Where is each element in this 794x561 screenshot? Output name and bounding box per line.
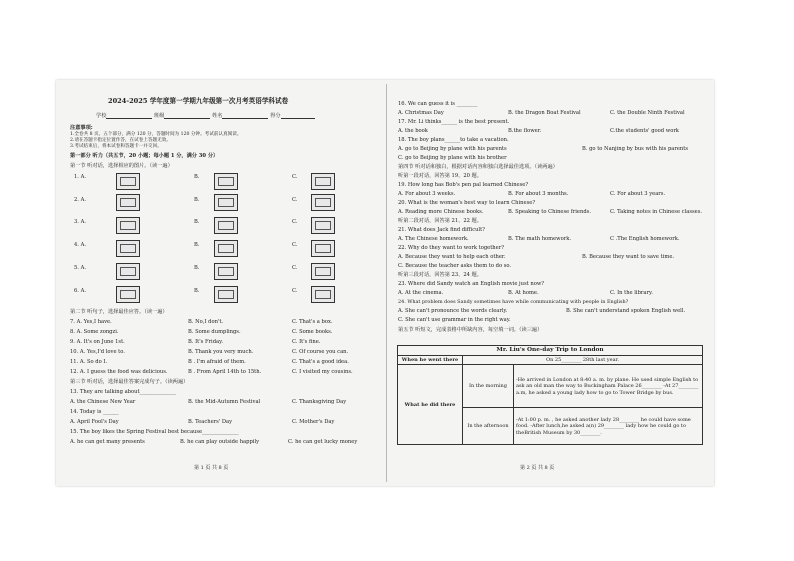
cake-image xyxy=(311,240,335,257)
afternoon-text[interactable]: -At 1:00 p. m. , he asked another lady 28________ he could have some food. -After lunch,he asked a(n) 29________ lady how he could go to theBritish Museum by 30________. xyxy=(514,408,703,445)
q19-option-b: B. For about 3 months. xyxy=(508,191,569,197)
q12-option-a: 12. A. I guess the food was delicious. xyxy=(70,369,168,375)
q22-option-b: B. Because they want to save time. xyxy=(582,254,675,260)
q16-option-b: B. the Dragon Boat Festival xyxy=(508,110,581,116)
q15-stem: 15. The boy likes the Spring Festival best because______________ xyxy=(70,429,239,435)
q17-option-b: B.the flower. xyxy=(508,128,542,134)
q17-option-a: A. the book xyxy=(398,128,428,134)
morning-text[interactable]: -He arrived in London at 8:40 a. m. by plane. He used simple English to ask an old man the way to Buckingham Palace 26________ -At 27________ a.m, he asked a young lady how to go to Tower Bridge by bus. xyxy=(514,365,703,408)
q15-option-a: A. he can get many presents xyxy=(70,439,145,445)
q21-stem: 21. What does Jack find difficult? xyxy=(398,227,485,233)
q18-option-c: C. go to Beijing by plane with his brother xyxy=(398,155,507,161)
school-label: 学校 xyxy=(96,113,107,119)
q24-option-b: B. She can't understand spoken English well. xyxy=(566,308,686,314)
score-label: 得分 xyxy=(270,113,281,119)
when-label: When he went there xyxy=(398,356,463,365)
afternoon-label: In the afternoon xyxy=(463,408,514,445)
q7-option-c: C. That's a box. xyxy=(292,319,333,325)
class-field[interactable] xyxy=(164,114,210,119)
q19-stem: 19. How long has Bob's pen pal learned Chinese? xyxy=(398,182,529,188)
q19-option-a: A. For about 3 weeks. xyxy=(398,191,456,197)
name-label: 姓名 xyxy=(212,113,223,119)
bus-image xyxy=(116,286,140,303)
morning-label: In the morning xyxy=(463,365,514,408)
score-field[interactable] xyxy=(281,114,315,119)
student-info-row xyxy=(96,114,315,119)
pic-q4-b: B. xyxy=(194,242,200,248)
q8-option-a: 8. A. Some zongzi. xyxy=(70,329,119,335)
notice-1: 1.全卷共 8 页。五个部分，满分 120 分，答题时间为 120 分钟。考试前认真阅读。 xyxy=(70,132,242,137)
pic-q4-c: C. xyxy=(292,242,298,248)
q8-option-b: B. Some dumplings. xyxy=(188,329,241,335)
class-label: 班级 xyxy=(154,113,165,119)
section4-intro-1: 听第一段对话，回答第 19、20 题。 xyxy=(398,173,482,179)
q21-option-b: B. The math homework. xyxy=(508,236,572,242)
q12-option-b: B . From April 14th to 15th. xyxy=(188,369,262,375)
section5-heading: 第五节 听短文，完成表格中所缺内容，每空填一词。（读三遍） xyxy=(398,327,543,333)
notice-2: 2.请在答题卡指定位置作答，在试卷上答题无效。 xyxy=(70,138,171,143)
pic-q3-a: 3. A. xyxy=(74,219,86,225)
drink-image xyxy=(214,263,238,280)
page-number: 第 1 页 共 8 页 xyxy=(194,465,229,471)
q18-stem: 18. The boy plans______to take a vacation. xyxy=(398,137,509,143)
pic-q5-c: C. xyxy=(292,265,298,271)
trip-table xyxy=(397,345,703,445)
q13-option-c: C. Thanksgiving Day xyxy=(292,399,347,405)
q21-option-c: C .The English homework. xyxy=(610,236,680,242)
q10-option-c: C. Of course you can. xyxy=(292,349,349,355)
pic-q2-b: B. xyxy=(194,197,200,203)
q24-stem: 24. What problem does Sandy sometimes have while communicating with people in English? xyxy=(398,299,629,305)
pic-q3-c: C. xyxy=(292,219,298,225)
calendar-image xyxy=(116,194,140,211)
calendar-image xyxy=(311,217,335,234)
table-title: Mr. Liu's One-day Trip to London xyxy=(398,346,703,356)
q15-option-c: C. he can get lucky money xyxy=(288,439,358,445)
calendar-image xyxy=(214,217,238,234)
section4-heading: 第四节 听对话和独白，根据对话内容和独白选择最佳选项。（读两遍） xyxy=(398,164,558,170)
section2-heading: 第二节 听句子，选择最佳应答。（读一遍） xyxy=(70,309,168,315)
q14-option-b: B. Teachers' Day xyxy=(188,419,233,425)
q8-option-c: C. Some books. xyxy=(292,329,333,335)
q19-option-c: C. For about 3 years. xyxy=(610,191,666,197)
q18-option-a: A. go to Beijing by plane with his parents xyxy=(398,146,507,152)
q7-option-a: 7. A. Yes,I have. xyxy=(70,319,112,325)
calendar-image xyxy=(311,194,335,211)
q22-option-c: C. Because the teacher asks them to do so. xyxy=(398,263,512,269)
part1-heading: 第一部分 听力（共五节，20 小题；每小题 1 分，满分 30 分） xyxy=(70,153,219,159)
dish-image xyxy=(311,263,335,280)
q12-option-c: C. I visited my cousins. xyxy=(292,369,353,375)
section3-heading: 第三节 听对话，选择最佳答案完成句子。（读两遍） xyxy=(70,379,189,385)
bus-image xyxy=(214,286,238,303)
name-field[interactable] xyxy=(222,114,268,119)
pic-q3-b: B. xyxy=(194,219,200,225)
q17-stem: 17. Mr. Li thinks______ is the best present. xyxy=(398,119,510,125)
q13-option-b: B. the Mid-Autumn Festival xyxy=(188,399,261,405)
gift-image xyxy=(116,263,140,280)
q20-stem: 20. What is the woman's best way to learn Chinese? xyxy=(398,200,536,206)
q13-option-a: A. the Chinese New Year xyxy=(70,399,136,405)
bananas-image xyxy=(214,240,238,257)
q24-option-c: C. She can't use grammar in the right way. xyxy=(398,317,511,323)
bus-image xyxy=(116,173,140,190)
pic-q6-b: B. xyxy=(194,288,200,294)
pic-q5-b: B. xyxy=(194,265,200,271)
q7-option-b: B. No,I don't. xyxy=(188,319,224,325)
q22-option-a: A. Because they want to help each other. xyxy=(398,254,506,260)
pic-q2-c: C. xyxy=(292,197,298,203)
q20-option-c: C. Taking notes in Chinese classes. xyxy=(610,209,703,215)
bus-image xyxy=(311,286,335,303)
q9-option-a: 9. A. It's on June 1st. xyxy=(70,339,125,345)
q23-stem: 23. Where did Sandy watch an English movie just now? xyxy=(398,281,545,287)
q14-option-a: A. April Fool's Day xyxy=(70,419,119,425)
pic-q6-a: 6. A. xyxy=(74,288,86,294)
notice-3: 3.考试结束后，将本试卷和答题卡一并交回。 xyxy=(70,144,162,149)
q16-stem: 16. We can guess it is ________ xyxy=(398,101,478,107)
pic-q6-c: C. xyxy=(292,288,298,294)
q17-option-c: C.the students' good work xyxy=(610,128,679,134)
pic-q2-a: 2. A. xyxy=(74,197,86,203)
building-image xyxy=(311,173,335,190)
calendar-image xyxy=(116,217,140,234)
fruit-image xyxy=(116,240,140,257)
q18-option-b: B. go to Nanjing by bus with his parents xyxy=(582,146,689,152)
q23-option-c: C. In the library. xyxy=(610,290,653,296)
q21-option-a: A. The Chinese homework. xyxy=(398,236,469,242)
q10-option-b: B. Thank you very much. xyxy=(188,349,254,355)
exam-paper xyxy=(56,80,714,486)
pic-q4-a: 4. A. xyxy=(74,242,86,248)
q10-option-a: 10. A. Yes,I'd love to. xyxy=(70,349,125,355)
q23-option-b: B. At home. xyxy=(508,290,539,296)
q15-option-b: B. he can play outside happily xyxy=(180,439,260,445)
shop-image xyxy=(214,173,238,190)
q11-option-b: B . I'm afraid of them. xyxy=(188,359,246,365)
q11-option-a: 11. A. So do I. xyxy=(70,359,108,365)
pic-q5-a: 5. A. xyxy=(74,265,86,271)
notice-heading: 注意事项: xyxy=(70,125,93,131)
school-field[interactable] xyxy=(106,114,152,119)
q23-option-a: A. At the cinema. xyxy=(398,290,444,296)
when-value[interactable]: On 25________ 28th last year. xyxy=(463,356,703,365)
q20-option-b: B. Speaking to Chinese friends. xyxy=(508,209,591,215)
calendar-image xyxy=(214,194,238,211)
q9-option-c: C. It's fine. xyxy=(292,339,321,345)
q14-option-c: C. Mother's Day xyxy=(292,419,335,425)
pic-q1-a: 1. A. xyxy=(74,174,86,180)
what-label: What he did there xyxy=(398,365,463,445)
q16-option-c: C. the Double Ninth Festival xyxy=(610,110,685,116)
q11-option-c: C. That's a good idea. xyxy=(292,359,349,365)
section4-intro-2: 听第二段对话，回答第 21、22 题。 xyxy=(398,218,482,224)
q14-stem: 14. Today is ______ xyxy=(70,409,119,415)
page-1 xyxy=(56,80,386,486)
section1-heading: 第一节 听对话，选择相应的图片。（读一遍） xyxy=(70,163,173,169)
q16-option-a: A. Christmas Day xyxy=(398,110,444,116)
page-2 xyxy=(386,80,714,486)
pic-q1-c: C. xyxy=(292,174,298,180)
q22-stem: 22. Why do they want to work together? xyxy=(398,245,504,251)
q24-option-a: A. She can't pronounce the words clearly. xyxy=(398,308,508,314)
page-number: 第 2 页 共 8 页 xyxy=(520,465,555,471)
exam-title: 2024-2025 学年度第一学期九年级第一次月考英语学科试卷 xyxy=(108,97,289,105)
q20-option-a: A. Reading more Chinese books. xyxy=(398,209,484,215)
q9-option-b: B. It's Friday. xyxy=(188,339,224,345)
pic-q1-b: B. xyxy=(194,174,200,180)
section4-intro-3: 听第三段对话，回答第 23、24 题。 xyxy=(398,272,482,278)
q13-stem: 13. They are talking about______________ xyxy=(70,389,176,395)
